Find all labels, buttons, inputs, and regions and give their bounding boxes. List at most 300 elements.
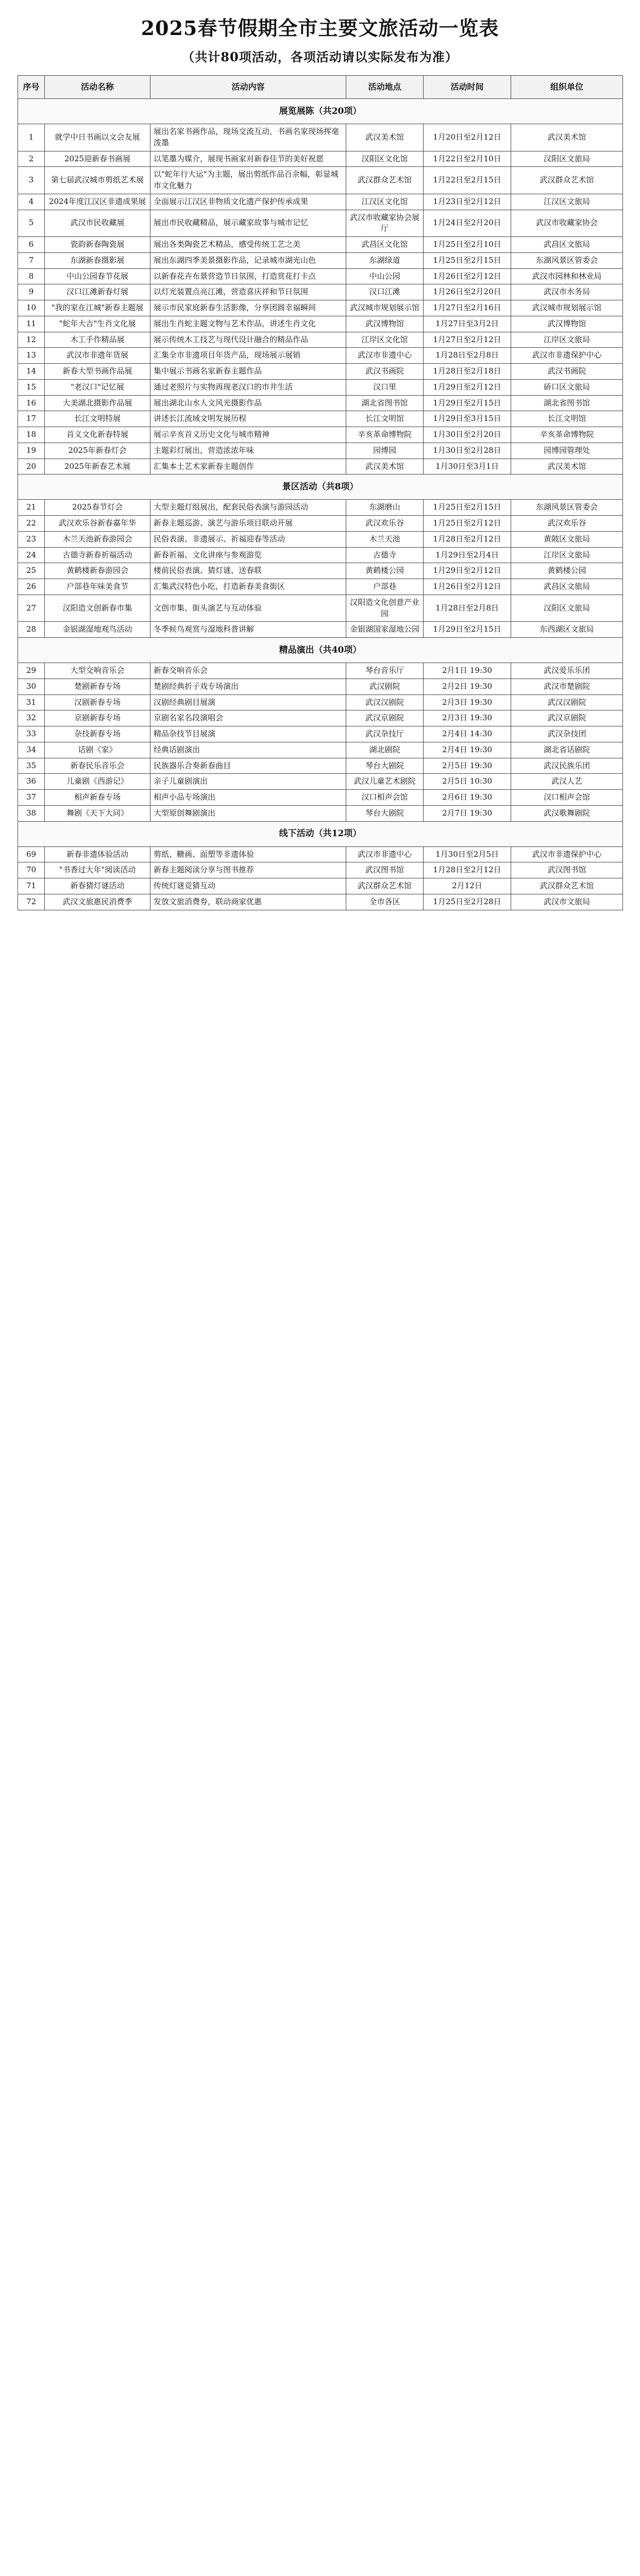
cell-venue: 汉阳区文化馆 <box>346 151 424 167</box>
cell-venue: 琴台大剧院 <box>346 805 424 821</box>
cell-venue: 园博园 <box>346 443 424 459</box>
cell-time: 1月29日至2月15日 <box>424 395 511 411</box>
cell-activity-name: 首义文化新春特展 <box>45 427 150 443</box>
cell-organizer: 武汉市非遗保护中心 <box>511 846 623 862</box>
cell-time: 2月3日 19:30 <box>424 710 511 726</box>
table-row <box>18 878 623 894</box>
cell-no: 12 <box>18 332 45 348</box>
cell-activity-name: "我的家在江城"新春主题展 <box>45 300 150 316</box>
cell-venue: 武汉美术馆 <box>346 459 424 474</box>
cell-activity-content: 京剧名家名段演唱会 <box>150 710 346 726</box>
cell-activity-content: 文创市集、街头演艺与互动体验 <box>150 595 346 622</box>
cell-activity-content: 展出市民收藏精品，展示藏家故事与城市记忆 <box>150 210 346 237</box>
table-row <box>18 726 623 742</box>
cell-activity-name: 长江文明特展 <box>45 411 150 427</box>
cell-no: 34 <box>18 742 45 758</box>
table-row <box>18 284 623 300</box>
cell-venue: 武汉汉剧院 <box>346 694 424 710</box>
section-heading: 景区活动（共8项） <box>18 474 623 500</box>
section-heading-row <box>18 638 623 663</box>
cell-venue: 武汉儿童艺术剧院 <box>346 774 424 790</box>
cell-venue: 武汉市收藏家协会展厅 <box>346 210 424 237</box>
cell-organizer: 武汉汉剧院 <box>511 694 623 710</box>
cell-organizer: 武汉爱乐乐团 <box>511 663 623 679</box>
section-heading: 线下活动（共12项） <box>18 821 623 846</box>
cell-time: 1月26日至2月20日 <box>424 284 511 300</box>
cell-activity-content: 亲子儿童剧演出 <box>150 774 346 790</box>
cell-organizer: 江岸区文旅局 <box>511 547 623 563</box>
cell-venue: 汉口里 <box>346 379 424 395</box>
table-row <box>18 774 623 790</box>
cell-activity-content: 相声小品专场演出 <box>150 790 346 806</box>
cell-venue: 长江文明馆 <box>346 411 424 427</box>
cell-organizer: 汉口相声会馆 <box>511 790 623 806</box>
cell-activity-name: 楚剧新春专场 <box>45 679 150 694</box>
cell-no: 32 <box>18 710 45 726</box>
cell-activity-name: 儿童剧《西游记》 <box>45 774 150 790</box>
cell-time: 1月27日至2月12日 <box>424 332 511 348</box>
cell-activity-content: 展出各类陶瓷艺术精品，感受传统工艺之美 <box>150 237 346 253</box>
cell-activity-content: 展出湖北山水人文风光摄影作品 <box>150 395 346 411</box>
cell-activity-content: 展出生肖蛇主题文物与艺术作品，讲述生肖文化 <box>150 316 346 332</box>
cell-activity-name: 木兰天池新春游园会 <box>45 531 150 547</box>
cell-activity-name: 话剧《家》 <box>45 742 150 758</box>
table-row <box>18 694 623 710</box>
cell-activity-name: "书香过大年"阅读活动 <box>45 862 150 878</box>
cell-venue: 汉阳造文化创意产业园 <box>346 595 424 622</box>
cell-activity-content: 民族器乐合奏新春曲目 <box>150 758 346 774</box>
cell-time: 1月24日至2月20日 <box>424 210 511 237</box>
cell-activity-name: 木工手作精品展 <box>45 332 150 348</box>
cell-time: 1月30日至2月20日 <box>424 427 511 443</box>
header-no: 序号 <box>18 76 45 99</box>
cell-activity-name: 户部巷年味美食节 <box>45 579 150 595</box>
cell-activity-content: 新春祈福、文化讲座与参观游览 <box>150 547 346 563</box>
cell-no: 3 <box>18 167 45 194</box>
table-row <box>18 790 623 806</box>
cell-activity-name: 就学中日书画以文会友展 <box>45 124 150 151</box>
cell-activity-name: 大型交响音乐会 <box>45 663 150 679</box>
cell-no: 4 <box>18 194 45 210</box>
cell-activity-name: 新春非遗体验活动 <box>45 846 150 862</box>
cell-organizer: 武汉图书馆 <box>511 862 623 878</box>
cell-activity-content: 楼前民俗表演、猜灯谜、送春联 <box>150 563 346 579</box>
cell-activity-content: 展示辛亥首义历史文化与城市精神 <box>150 427 346 443</box>
cell-activity-name: 大美湖北摄影作品展 <box>45 395 150 411</box>
cell-time: 2月2日 19:30 <box>424 679 511 694</box>
cell-venue: 东湖磨山 <box>346 500 424 516</box>
cell-venue: 武汉京剧院 <box>346 710 424 726</box>
cell-no: 30 <box>18 679 45 694</box>
cell-time: 2月12日 <box>424 878 511 894</box>
cell-time: 1月25日至2月15日 <box>424 252 511 268</box>
cell-venue: 武汉杂技厅 <box>346 726 424 742</box>
cell-venue: 金银湖国家湿地公园 <box>346 622 424 638</box>
cell-activity-name: 黄鹤楼新春游园会 <box>45 563 150 579</box>
cell-venue: 武汉欢乐谷 <box>346 516 424 532</box>
cell-activity-name: "蛇年大吉"生肖文化展 <box>45 316 150 332</box>
table-row <box>18 300 623 316</box>
cell-time: 2月3日 19:30 <box>424 694 511 710</box>
cell-activity-content: 发放文旅消费券，联动商家优惠 <box>150 894 346 910</box>
cell-venue: 户部巷 <box>346 579 424 595</box>
cell-activity-content: 冬季候鸟观赏与湿地科普讲解 <box>150 622 346 638</box>
cell-no: 33 <box>18 726 45 742</box>
cell-venue: 汉口江滩 <box>346 284 424 300</box>
table-row <box>18 862 623 878</box>
cell-venue: 武昌区文化馆 <box>346 237 424 253</box>
cell-no: 72 <box>18 894 45 910</box>
table-row <box>18 805 623 821</box>
cell-activity-name: 2024年度江汉区非遗成果展 <box>45 194 150 210</box>
cell-activity-name: 汉口江滩新春灯展 <box>45 284 150 300</box>
cell-no: 1 <box>18 124 45 151</box>
cell-no: 19 <box>18 443 45 459</box>
cell-organizer: 武汉美术馆 <box>511 459 623 474</box>
cell-time: 2月5日 10:30 <box>424 774 511 790</box>
cell-organizer: 东西湖区文旅局 <box>511 622 623 638</box>
cell-no: 17 <box>18 411 45 427</box>
cell-time: 1月28日至2月18日 <box>424 364 511 380</box>
cell-venue: 武汉市非遗中心 <box>346 348 424 364</box>
cell-organizer: 黄鹤楼公园 <box>511 563 623 579</box>
cell-organizer: 长江文明馆 <box>511 411 623 427</box>
cell-activity-name: 第七届武汉城市剪纸艺术展 <box>45 167 150 194</box>
table-row <box>18 151 623 167</box>
cell-organizer: 湖北省图书馆 <box>511 395 623 411</box>
cell-venue: 武汉城市规划展示馆 <box>346 300 424 316</box>
cell-activity-name: 新春大型书画作品展 <box>45 364 150 380</box>
table-body <box>18 99 623 910</box>
header-content: 活动内容 <box>150 76 346 99</box>
cell-time: 1月25日至2月10日 <box>424 237 511 253</box>
table-row <box>18 663 623 679</box>
table-row <box>18 379 623 395</box>
cell-venue: 汉口相声会馆 <box>346 790 424 806</box>
table-row <box>18 894 623 910</box>
cell-venue: 武汉美术馆 <box>346 124 424 151</box>
cell-no: 10 <box>18 300 45 316</box>
cell-no: 21 <box>18 500 45 516</box>
table-row <box>18 679 623 694</box>
cell-time: 2月7日 19:30 <box>424 805 511 821</box>
table-row <box>18 395 623 411</box>
cell-venue: 江汉区文化馆 <box>346 194 424 210</box>
cell-activity-content: 以灯光装置点亮江滩，营造喜庆祥和节日氛围 <box>150 284 346 300</box>
cell-activity-name: 2025春节灯会 <box>45 500 150 516</box>
cell-activity-name: 京剧新春专场 <box>45 710 150 726</box>
cell-organizer: 武昌区文旅局 <box>511 579 623 595</box>
cell-activity-content: 大型主题灯组展出，配套民俗表演与游园活动 <box>150 500 346 516</box>
table-row <box>18 531 623 547</box>
cell-no: 23 <box>18 531 45 547</box>
table-header-row <box>18 76 623 99</box>
cell-activity-content: 以"蛇年行大运"为主题，展出剪纸作品百余幅，彰显城市文化魅力 <box>150 167 346 194</box>
cell-organizer: 武汉欢乐谷 <box>511 516 623 532</box>
table-row <box>18 443 623 459</box>
cell-no: 7 <box>18 252 45 268</box>
cell-venue: 琴台音乐厅 <box>346 663 424 679</box>
cell-organizer: 武昌区文旅局 <box>511 237 623 253</box>
cell-venue: 东湖绿道 <box>346 252 424 268</box>
cell-organizer: 武汉京剧院 <box>511 710 623 726</box>
cell-organizer: 黄陂区文旅局 <box>511 531 623 547</box>
cell-organizer: 园博园管理处 <box>511 443 623 459</box>
table-row <box>18 411 623 427</box>
table-row <box>18 210 623 237</box>
cell-venue: 古德寺 <box>346 547 424 563</box>
cell-venue: 武汉图书馆 <box>346 862 424 878</box>
cell-time: 1月30日至2月28日 <box>424 443 511 459</box>
cell-no: 2 <box>18 151 45 167</box>
cell-activity-name: 中山公园春节花展 <box>45 268 150 284</box>
cell-activity-content: 汉剧经典剧目展演 <box>150 694 346 710</box>
cell-organizer: 武汉市水务局 <box>511 284 623 300</box>
cell-activity-content: 集中展示书画名家新春主题作品 <box>150 364 346 380</box>
cell-organizer: 武汉杂技团 <box>511 726 623 742</box>
cell-activity-name: 汉剧新春专场 <box>45 694 150 710</box>
cell-activity-name: 2025迎新春书画展 <box>45 151 150 167</box>
cell-activity-content: 主题彩灯展出，营造浓浓年味 <box>150 443 346 459</box>
cell-no: 20 <box>18 459 45 474</box>
cell-no: 9 <box>18 284 45 300</box>
table-row <box>18 268 623 284</box>
table-row <box>18 595 623 622</box>
cell-activity-content: 展示市民家庭新春生活影像，分享团圆幸福瞬间 <box>150 300 346 316</box>
cell-organizer: 武汉美术馆 <box>511 124 623 151</box>
cell-time: 1月29日至2月4日 <box>424 547 511 563</box>
cell-no: 18 <box>18 427 45 443</box>
cell-organizer: 武汉市文旅局 <box>511 894 623 910</box>
cell-no: 38 <box>18 805 45 821</box>
cell-organizer: 东湖风景区管委会 <box>511 500 623 516</box>
cell-no: 24 <box>18 547 45 563</box>
cell-venue: 中山公园 <box>346 268 424 284</box>
cell-time: 1月26日至2月12日 <box>424 579 511 595</box>
cell-no: 11 <box>18 316 45 332</box>
cell-venue: 武汉群众艺术馆 <box>346 167 424 194</box>
cell-activity-name: 2025年新春灯会 <box>45 443 150 459</box>
cell-activity-content: 展出东湖四季美景摄影作品，记录城市湖光山色 <box>150 252 346 268</box>
cell-time: 1月27日至2月16日 <box>424 300 511 316</box>
cell-no: 16 <box>18 395 45 411</box>
header-organizer: 组织单位 <box>511 76 623 99</box>
cell-no: 29 <box>18 663 45 679</box>
cell-activity-name: 武汉市民收藏展 <box>45 210 150 237</box>
cell-activity-content: 精品杂技节目展演 <box>150 726 346 742</box>
cell-organizer: 硚口区文旅局 <box>511 379 623 395</box>
cell-time: 1月23日至2月12日 <box>424 194 511 210</box>
cell-venue: 武汉博物馆 <box>346 316 424 332</box>
table-row <box>18 622 623 638</box>
section-heading-row <box>18 474 623 500</box>
cell-time: 1月22日至2月15日 <box>424 167 511 194</box>
cell-time: 1月29日至2月15日 <box>424 622 511 638</box>
header-name: 活动名称 <box>45 76 150 99</box>
cell-no: 5 <box>18 210 45 237</box>
cell-activity-content: 楚剧经典折子戏专场演出 <box>150 679 346 694</box>
table-row <box>18 252 623 268</box>
table-row <box>18 742 623 758</box>
cell-organizer: 武汉市楚剧院 <box>511 679 623 694</box>
cell-activity-content: 汇集武汉特色小吃，打造新春美食街区 <box>150 579 346 595</box>
cell-activity-name: 武汉文旅惠民消费季 <box>45 894 150 910</box>
table-row <box>18 348 623 364</box>
cell-time: 1月28日至2月12日 <box>424 531 511 547</box>
cell-organizer: 汉阳区文旅局 <box>511 595 623 622</box>
cell-no: 37 <box>18 790 45 806</box>
table-row <box>18 563 623 579</box>
cell-activity-name: 新春猜灯谜活动 <box>45 878 150 894</box>
cell-time: 2月6日 19:30 <box>424 790 511 806</box>
cell-activity-content: 传统灯谜竞猜互动 <box>150 878 346 894</box>
cell-no: 15 <box>18 379 45 395</box>
cell-venue: 武汉书画院 <box>346 364 424 380</box>
section-heading: 精品演出（共40项） <box>18 638 623 663</box>
cell-venue: 全市各区 <box>346 894 424 910</box>
cell-no: 27 <box>18 595 45 622</box>
cell-venue: 湖北剧院 <box>346 742 424 758</box>
cell-time: 1月25日至2月28日 <box>424 894 511 910</box>
cell-activity-name: 新春民乐音乐会 <box>45 758 150 774</box>
table-row <box>18 427 623 443</box>
cell-time: 2月5日 19:30 <box>424 758 511 774</box>
cell-venue: 武汉群众艺术馆 <box>346 878 424 894</box>
cell-organizer: 武汉群众艺术馆 <box>511 878 623 894</box>
cell-activity-name: 瓷韵新春陶瓷展 <box>45 237 150 253</box>
cell-time: 1月29日至3月15日 <box>424 411 511 427</box>
table-row <box>18 547 623 563</box>
cell-activity-name: 东湖新春摄影展 <box>45 252 150 268</box>
cell-no: 71 <box>18 878 45 894</box>
cell-activity-name: 武汉欢乐谷新春嘉年华 <box>45 516 150 532</box>
cell-time: 1月20日至2月12日 <box>424 124 511 151</box>
cell-no: 6 <box>18 237 45 253</box>
table-row <box>18 758 623 774</box>
cell-activity-content: 通过老照片与实物再现老汉口的市井生活 <box>150 379 346 395</box>
section-heading: 展览展陈（共20项） <box>18 99 623 124</box>
page-title: 2025春节假期全市主要文旅活动一览表 <box>141 16 499 40</box>
cell-no: 13 <box>18 348 45 364</box>
cell-venue: 江岸区文化馆 <box>346 332 424 348</box>
cell-organizer: 江岸区文旅局 <box>511 332 623 348</box>
cell-organizer: 辛亥革命博物院 <box>511 427 623 443</box>
cell-activity-name: 杂技新春专场 <box>45 726 150 742</box>
cell-organizer: 武汉民族乐团 <box>511 758 623 774</box>
cell-activity-name: 汉阳造文创新春市集 <box>45 595 150 622</box>
cell-no: 69 <box>18 846 45 862</box>
cell-time: 1月25日至2月12日 <box>424 516 511 532</box>
table-row <box>18 579 623 595</box>
cell-activity-content: 新春主题阅读分享与图书推荐 <box>150 862 346 878</box>
table-row <box>18 332 623 348</box>
cell-venue: 木兰天池 <box>346 531 424 547</box>
cell-organizer: 武汉市收藏家协会 <box>511 210 623 237</box>
page-subtitle: （共计80项活动，各项活动请以实际发布为准） <box>182 49 458 64</box>
cell-organizer: 武汉市非遗保护中心 <box>511 348 623 364</box>
cell-venue: 湖北省图书馆 <box>346 395 424 411</box>
cell-activity-content: 讲述长江流域文明发展历程 <box>150 411 346 427</box>
cell-time: 1月30日至3月1日 <box>424 459 511 474</box>
cell-time: 1月29日至2月12日 <box>424 379 511 395</box>
table-row <box>18 364 623 380</box>
cell-activity-content: 全面展示江汉区非物质文化遗产保护传承成果 <box>150 194 346 210</box>
cell-no: 31 <box>18 694 45 710</box>
cell-activity-content: 展出名家书画作品，现场交流互动，书画名家现场挥毫泼墨 <box>150 124 346 151</box>
cell-activity-name: "老汉口"记忆展 <box>45 379 150 395</box>
cell-venue: 黄鹤楼公园 <box>346 563 424 579</box>
cell-activity-content: 经典话剧演出 <box>150 742 346 758</box>
cell-activity-content: 汇集本土艺术家新春主题创作 <box>150 459 346 474</box>
cell-no: 25 <box>18 563 45 579</box>
cell-organizer: 湖北省话剧院 <box>511 742 623 758</box>
cell-activity-content: 新春交响音乐会 <box>150 663 346 679</box>
table-row <box>18 710 623 726</box>
cell-time: 2月4日 19:30 <box>424 742 511 758</box>
table-row <box>18 500 623 516</box>
cell-time: 1月28日至2月8日 <box>424 595 511 622</box>
cell-time: 1月28日至2月12日 <box>424 862 511 878</box>
cell-activity-content: 以笔墨为媒介，展现书画家对新春佳节的美好祝愿 <box>150 151 346 167</box>
cell-organizer: 武汉群众艺术馆 <box>511 167 623 194</box>
cell-no: 26 <box>18 579 45 595</box>
cell-no: 22 <box>18 516 45 532</box>
cell-activity-name: 舞剧《天下大同》 <box>45 805 150 821</box>
cell-activity-content: 汇集全市非遗项目年货产品，现场展示展销 <box>150 348 346 364</box>
cell-time: 1月26日至2月12日 <box>424 268 511 284</box>
cell-time: 2月4日 14:30 <box>424 726 511 742</box>
cell-organizer: 武汉市园林和林业局 <box>511 268 623 284</box>
table-row <box>18 516 623 532</box>
cell-activity-content: 剪纸、糖画、面塑等非遗体验 <box>150 846 346 862</box>
cell-time: 1月25日至2月15日 <box>424 500 511 516</box>
table-row <box>18 194 623 210</box>
cell-time: 1月22日至2月10日 <box>424 151 511 167</box>
activity-table <box>18 75 623 910</box>
cell-activity-name: 相声新春专场 <box>45 790 150 806</box>
cell-no: 28 <box>18 622 45 638</box>
table-row <box>18 167 623 194</box>
cell-venue: 武汉剧院 <box>346 679 424 694</box>
cell-venue: 辛亥革命博物院 <box>346 427 424 443</box>
table-row <box>18 316 623 332</box>
cell-no: 8 <box>18 268 45 284</box>
table-row <box>18 459 623 474</box>
cell-no: 14 <box>18 364 45 380</box>
cell-activity-content: 大型原创舞剧演出 <box>150 805 346 821</box>
header-venue: 活动地点 <box>346 76 424 99</box>
cell-organizer: 汉阳区文旅局 <box>511 151 623 167</box>
cell-venue: 武汉市非遗中心 <box>346 846 424 862</box>
cell-time: 1月30日至2月5日 <box>424 846 511 862</box>
cell-time: 1月28日至2月8日 <box>424 348 511 364</box>
cell-activity-content: 展示传统木工技艺与现代设计融合的精品作品 <box>150 332 346 348</box>
cell-time: 2月1日 19:30 <box>424 663 511 679</box>
table-row <box>18 237 623 253</box>
header-time: 活动时间 <box>424 76 511 99</box>
cell-no: 70 <box>18 862 45 878</box>
cell-activity-name: 古德寺新春祈福活动 <box>45 547 150 563</box>
cell-organizer: 武汉书画院 <box>511 364 623 380</box>
cell-activity-content: 民俗表演、非遗展示、祈福迎春等活动 <box>150 531 346 547</box>
section-heading-row <box>18 99 623 124</box>
cell-no: 35 <box>18 758 45 774</box>
cell-organizer: 武汉城市规划展示馆 <box>511 300 623 316</box>
cell-activity-name: 金银湖湿地观鸟活动 <box>45 622 150 638</box>
cell-time: 1月27日至3月2日 <box>424 316 511 332</box>
cell-organizer: 武汉歌舞剧院 <box>511 805 623 821</box>
cell-activity-content: 以新春花卉布景营造节日氛围，打造赏花打卡点 <box>150 268 346 284</box>
